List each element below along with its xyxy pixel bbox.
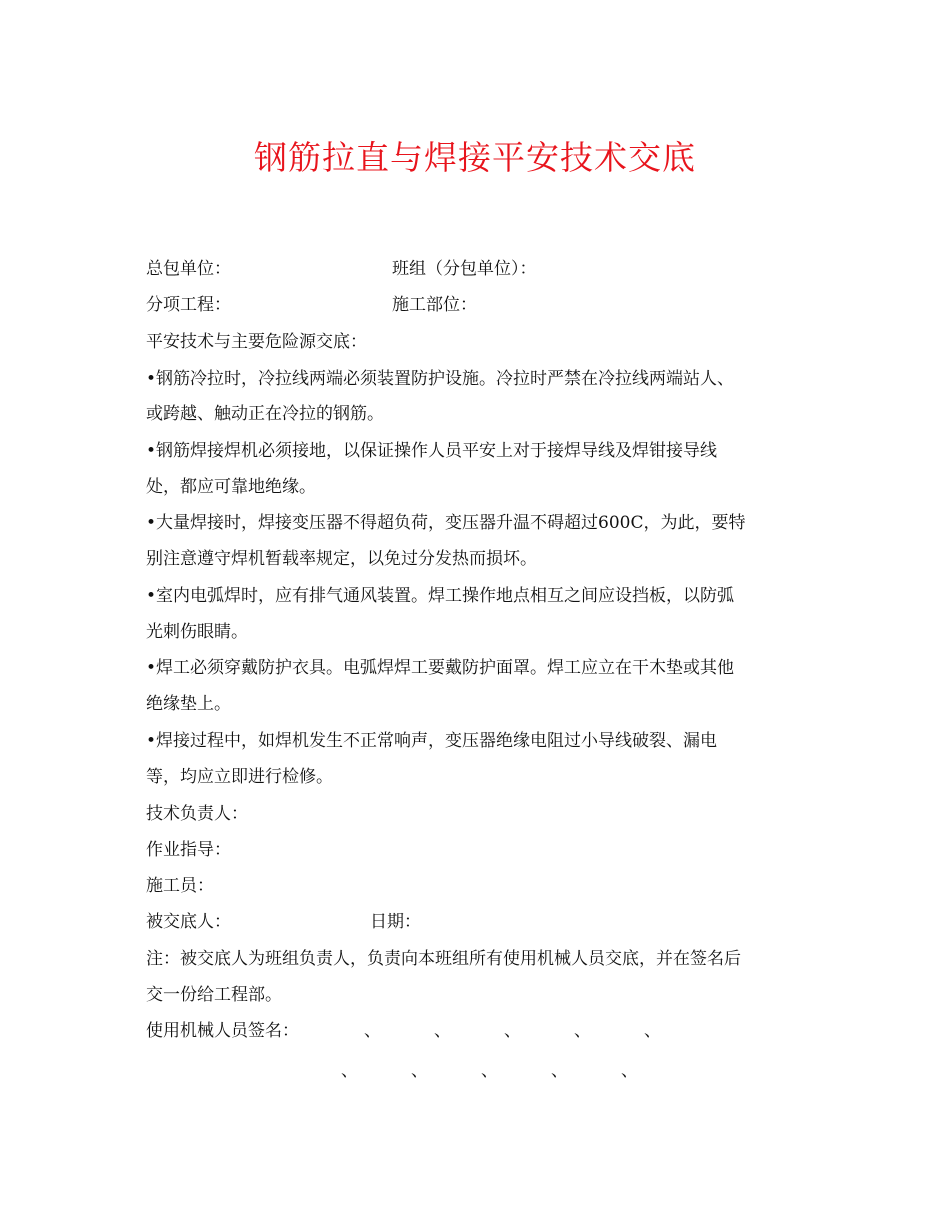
item-6-line-2: 等，均应立即进行检修。 (146, 767, 333, 787)
recipient-label: 被交底人： (146, 912, 231, 932)
signature-separator: 、 (621, 1061, 638, 1081)
contractor-label: 总包单位： (146, 259, 231, 279)
item-2-line-1: •钢筋焊接焊机必须接地，以保证操作人员平安上对于接焊导线及焊钳接导线 (146, 441, 718, 461)
intro-heading: 平安技术与主要危险源交底： (146, 332, 367, 352)
project-label: 分项工程： (146, 295, 231, 315)
item-6-line-1: •焊接过程中，如焊机发生不正常响声，变压器绝缘电阻过小导线破裂、漏电 (146, 731, 718, 751)
tech-lead-label: 技术负责人： (146, 804, 248, 824)
item-2-line-2: 处，都应可靠地绝缘。 (146, 477, 316, 497)
note-line-1: 注：被交底人为班组负责人，负责向本班组所有使用机械人员交底，并在签名后 (146, 949, 741, 969)
document-title: 钢筋拉直与焊接平安技术交底 (254, 138, 696, 177)
signature-separator: 、 (411, 1061, 428, 1081)
date-label: 日期： (370, 912, 421, 932)
signature-separator: 、 (364, 1021, 381, 1041)
signature-separator: 、 (574, 1021, 591, 1041)
item-5-line-2: 绝缘垫上。 (146, 694, 231, 714)
work-guide-label: 作业指导： (146, 840, 231, 860)
signature-separator: 、 (341, 1061, 358, 1081)
item-1-line-2: 或跨越、触动正在冷拉的钢筋。 (146, 404, 384, 424)
item-3-line-1: •大量焊接时，焊接变压器不得超负荷，变压器升温不碍超过600C，为此，要特 (146, 513, 746, 533)
item-1-line-1: •钢筋冷拉时，冷拉线两端必须装置防护设施。冷拉时严禁在冷拉线两端站人、 (146, 369, 735, 389)
note-line-2: 交一份给工程部。 (146, 985, 282, 1005)
signature-separator: 、 (481, 1061, 498, 1081)
item-5-line-1: •焊工必须穿戴防护衣具。电弧焊焊工要戴防护面罩。焊工应立在干木垫或其他 (146, 658, 735, 678)
item-4-line-1: •室内电弧焊时，应有排气通风装置。焊工操作地点相互之间应设挡板，以防弧 (146, 586, 735, 606)
signature-separator: 、 (504, 1021, 521, 1041)
constructor-label: 施工员： (146, 876, 214, 896)
signature-separator: 、 (551, 1061, 568, 1081)
item-4-line-2: 光刺伤眼睛。 (146, 622, 248, 642)
signature-separator: 、 (644, 1021, 661, 1041)
signature-separator: 、 (434, 1021, 451, 1041)
item-3-line-2: 别注意遵守焊机暂载率规定，以免过分发热而损坏。 (146, 549, 537, 569)
location-label: 施工部位： (392, 295, 477, 315)
team-label: 班组（分包单位）： (392, 259, 537, 279)
signature-label: 使用机械人员签名： (146, 1021, 299, 1041)
